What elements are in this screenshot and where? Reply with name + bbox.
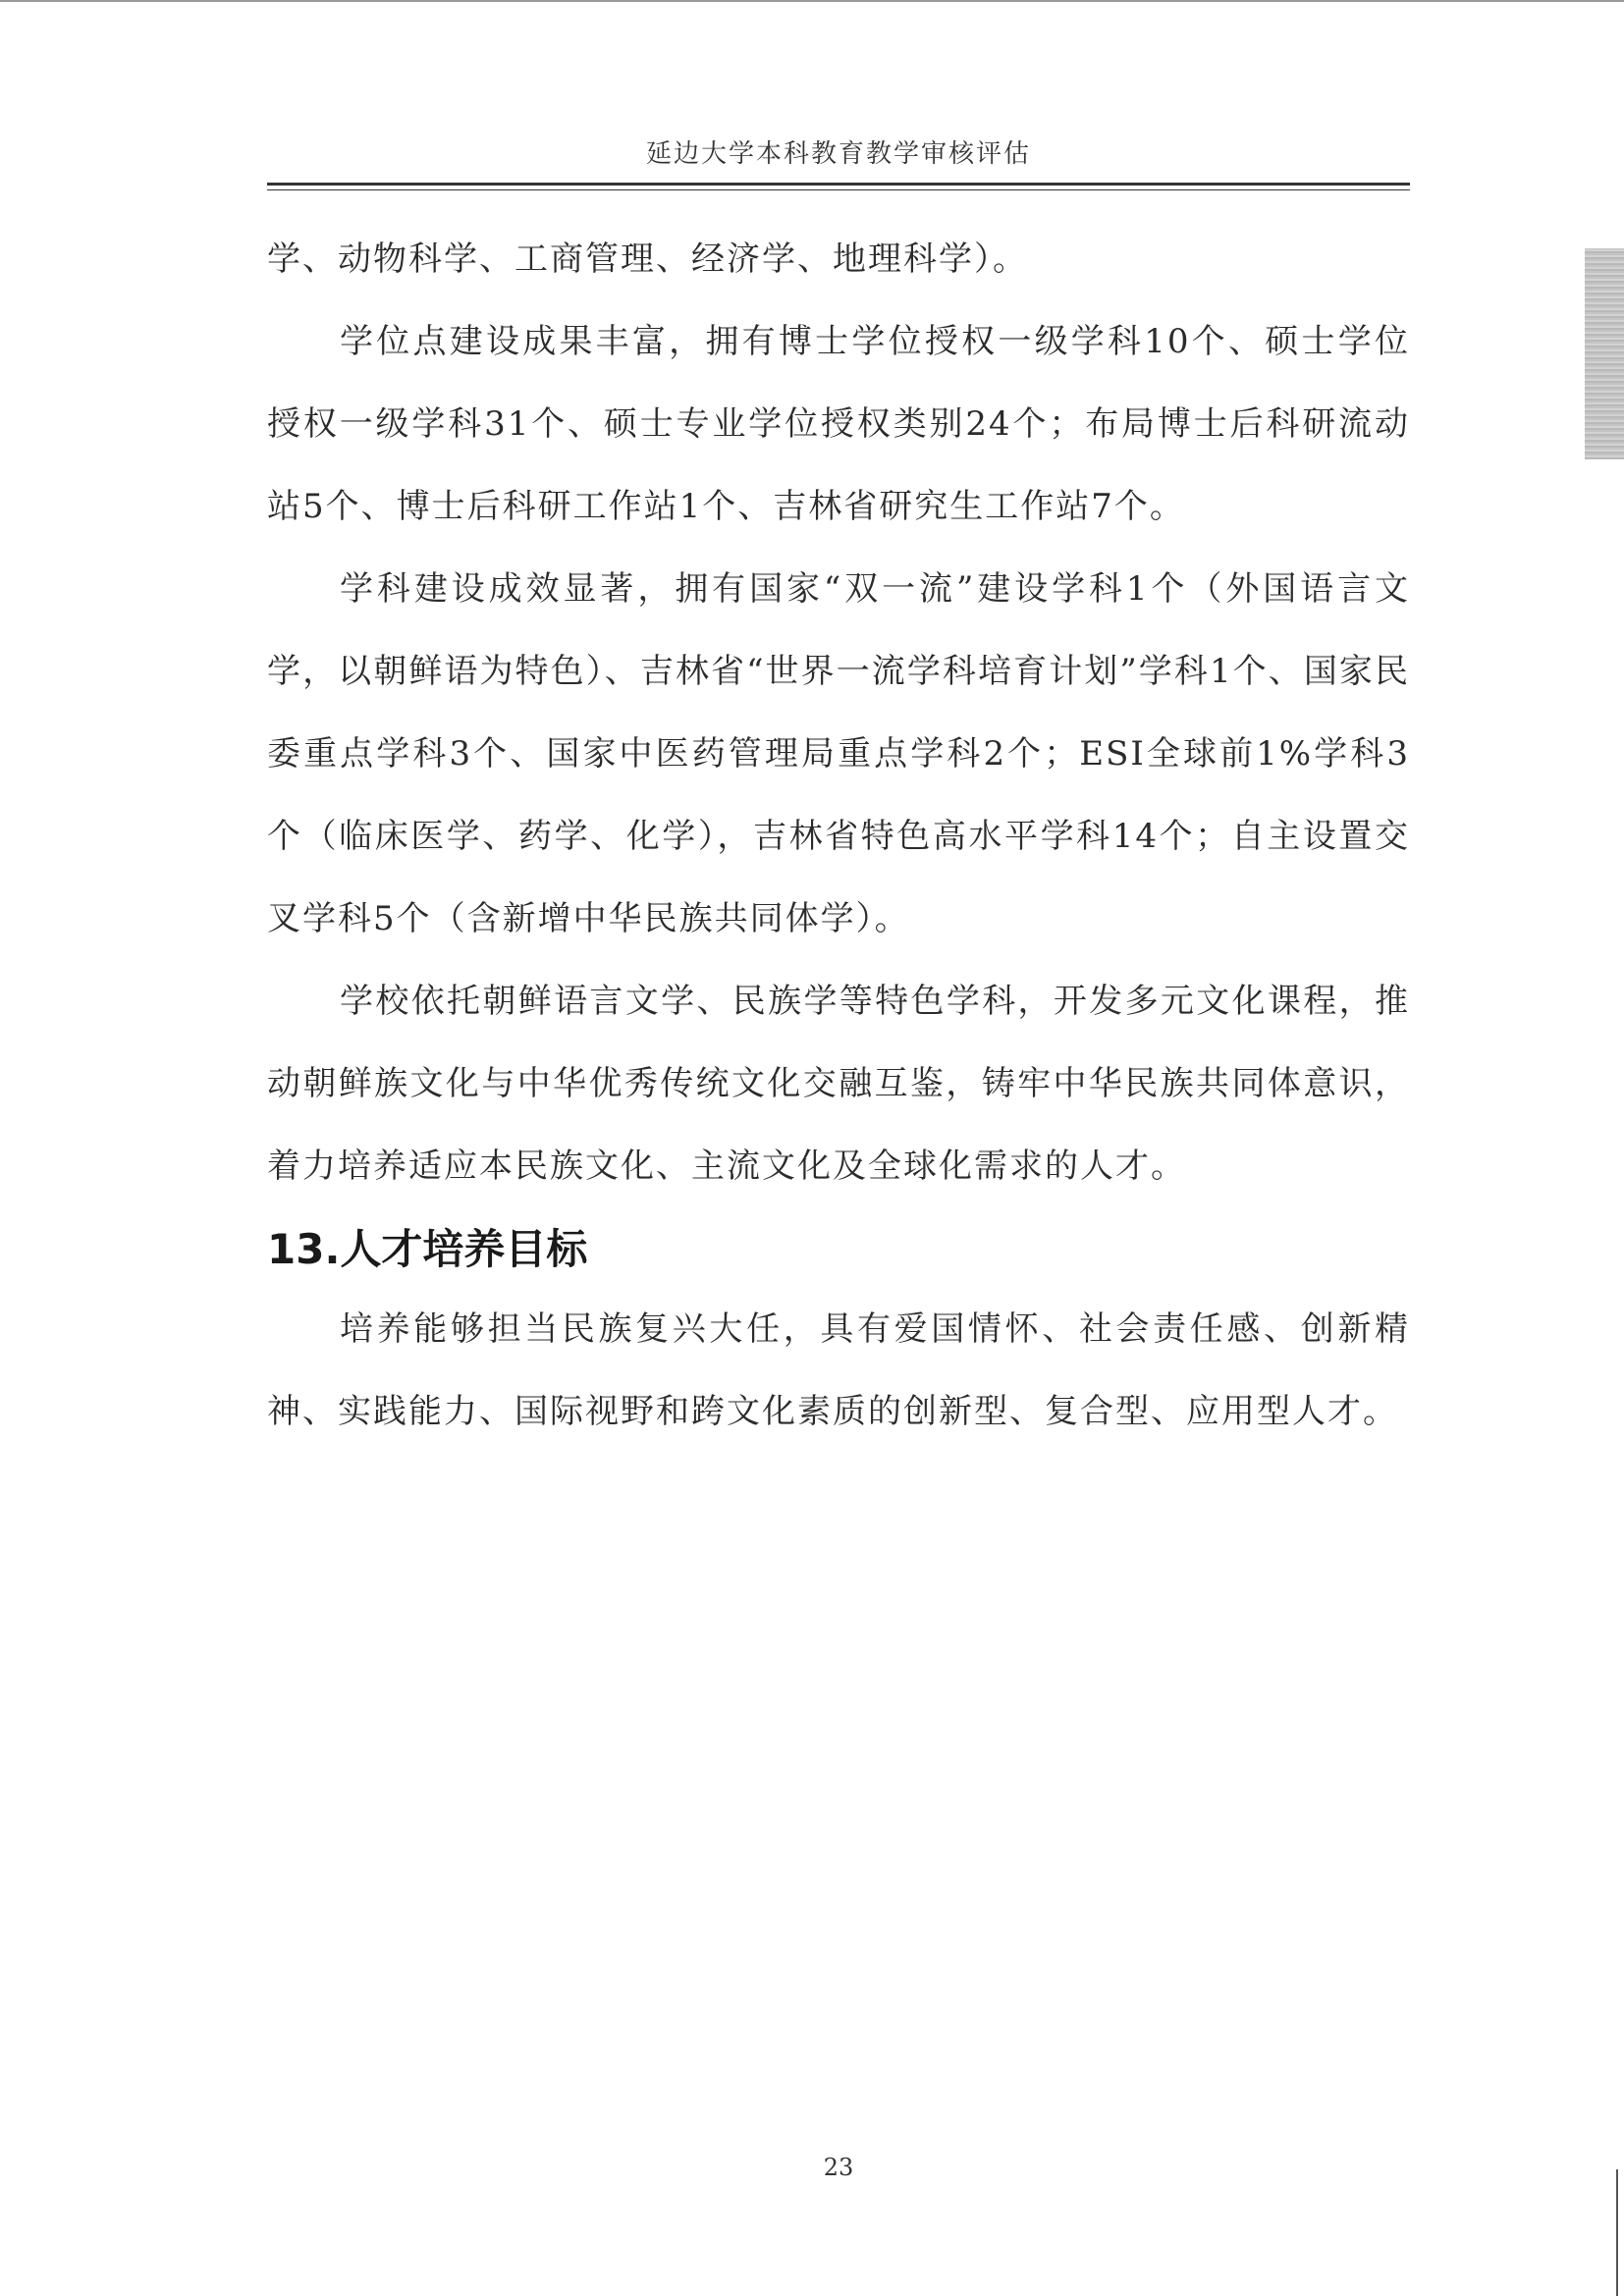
- page-number: 23: [823, 2154, 854, 2181]
- header-rule-thin: [267, 189, 1410, 190]
- section-heading: 13.人才培养目标: [267, 1225, 588, 1273]
- header-rule-thick: [267, 183, 1410, 186]
- page-top-edge: [0, 0, 1624, 2]
- page-side-tab: [1585, 248, 1624, 459]
- page-body: [267, 218, 1410, 1453]
- running-header: 延边大学本科教育教学审核评估: [645, 139, 1031, 169]
- culture-paragraph: 学校依托朝鲜语言文学、民族学等特色学科，开发多元文化课程，推动朝鲜族文化与中华优秀传统文化交融互鉴，铸牢中华民族共同体意识，着力培养适应本民族文化、主流文化及全球化需求的人才。: [267, 982, 1410, 1186]
- disciplines-paragraph: 学科建设成效显著，拥有国家“双一流”建设学科1个（外国语言文学，以朝鲜语为特色）、吉林省“世界一流学科培育计划”学科1个、国家民委重点学科3个、国家中医药管理局重点学科2个；ESI全球前1%学科3个（临床医学、药学、化学），吉林省特色高水平学科14个；自主设置交叉学科5个（含新增中华民族共同体学）。: [267, 569, 1410, 938]
- continuation-paragraph: 学、动物科学、工商管理、经济学、地理科学）。: [267, 240, 1028, 279]
- degree-points-paragraph: 学位点建设成果丰富，拥有博士学位授权一级学科10个、硕士学位授权一级学科31个、硕士专业学位授权类别24个；布局博士后科研流动站5个、博士后科研工作站1个、吉林省研究生工作站7个。: [267, 322, 1410, 526]
- training-goal-paragraph: 培养能够担当民族复兴大任，具有爱国情怀、社会责任感、创新精神、实践能力、国际视野和跨文化素质的创新型、复合型、应用型人才。: [267, 1309, 1410, 1431]
- scan-edge-line: [1616, 2169, 1618, 2296]
